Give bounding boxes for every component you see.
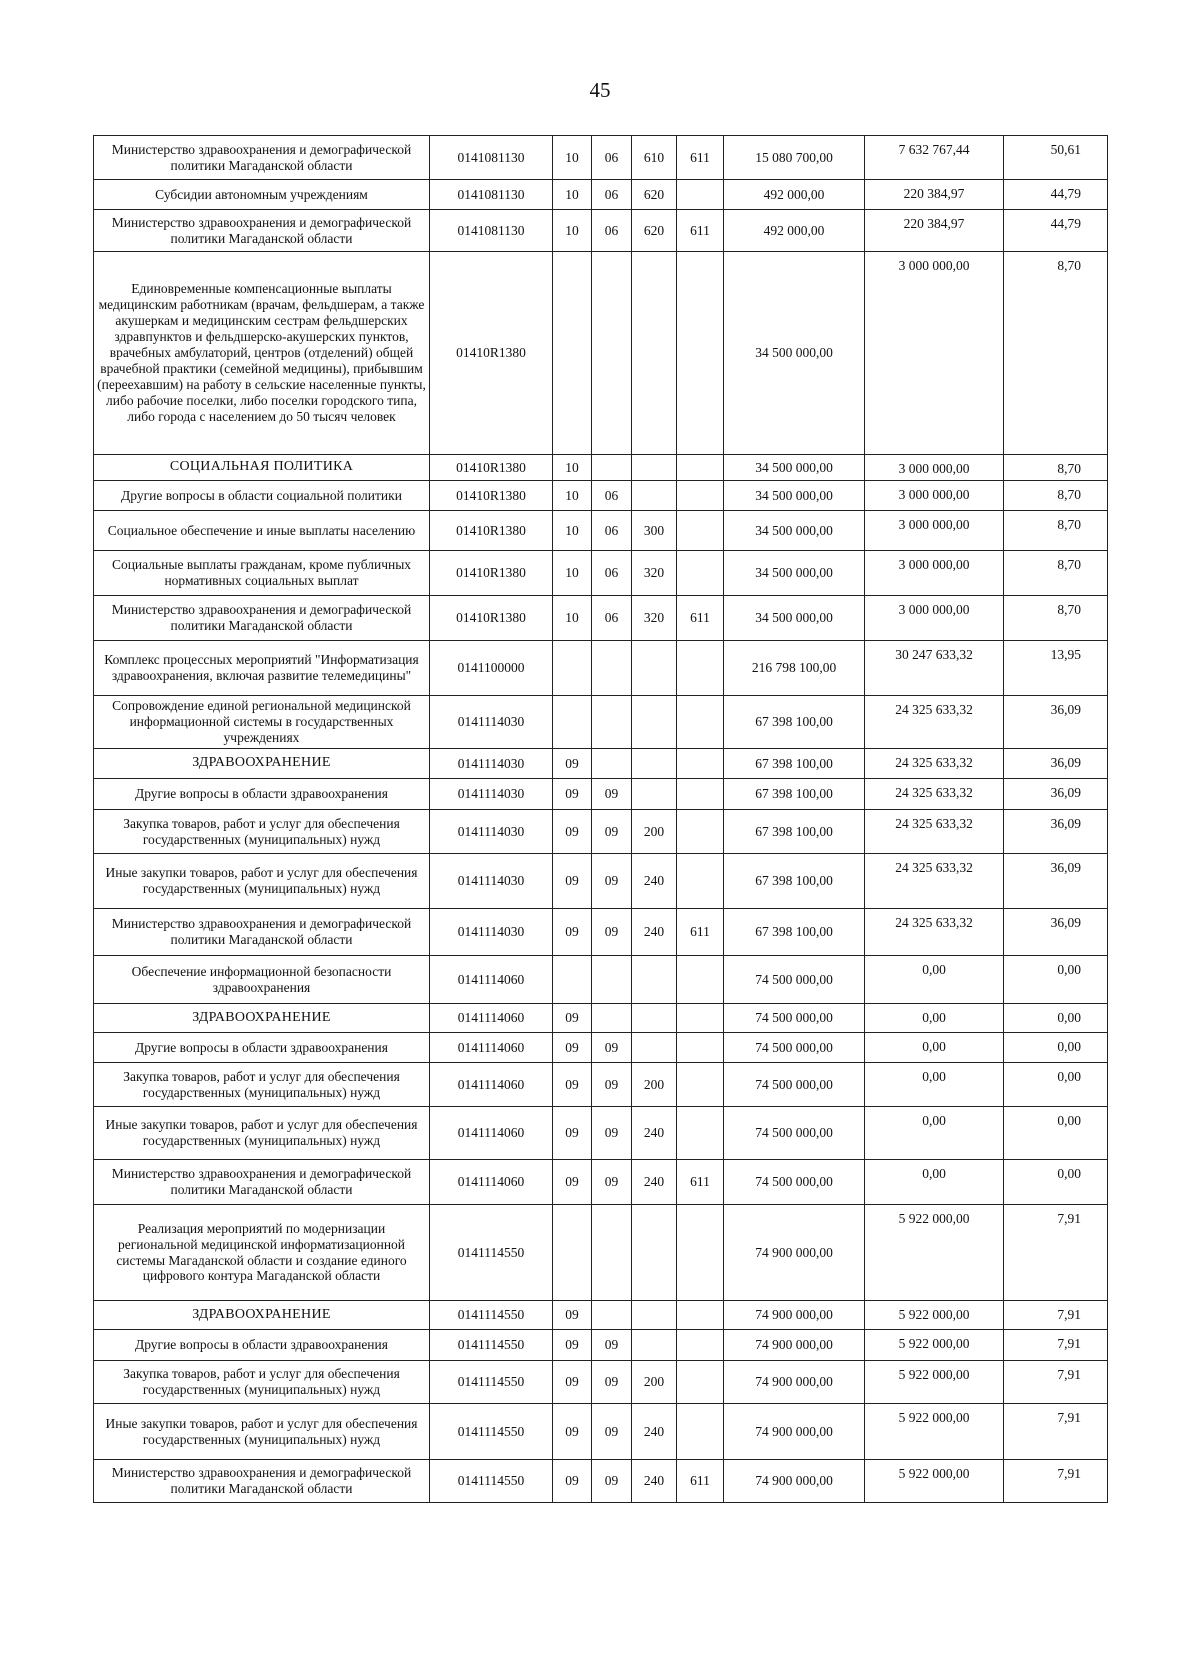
ministry-code-cell	[677, 1330, 724, 1361]
row-name-cell: СОЦИАЛЬНАЯ ПОЛИТИКА	[94, 455, 430, 481]
expense-type-cell: 240	[632, 1404, 677, 1460]
subsection-cell	[592, 749, 632, 779]
target-article-cell: 0141081130	[430, 136, 553, 180]
planned-amount-cell: 216 798 100,00	[724, 641, 865, 696]
executed-amount-cell: 0,00	[865, 1107, 1004, 1160]
subsection-cell	[592, 252, 632, 455]
execution-percent-cell: 36,09	[1004, 854, 1108, 909]
planned-amount-cell: 34 500 000,00	[724, 551, 865, 596]
table-row	[94, 909, 1108, 956]
row-name-cell: Другие вопросы в области здравоохранения	[94, 1330, 430, 1361]
section-cell: 09	[553, 909, 592, 956]
execution-percent-cell: 7,91	[1004, 1404, 1108, 1460]
subsection-cell: 09	[592, 1460, 632, 1503]
ministry-code-cell	[677, 1205, 724, 1301]
subsection-cell: 09	[592, 1063, 632, 1107]
row-name-cell: Закупка товаров, работ и услуг для обеспечения государственных (муниципальных) нужд	[94, 1063, 430, 1107]
planned-amount-cell: 492 000,00	[724, 180, 865, 210]
table-row	[94, 1205, 1108, 1301]
table-row	[94, 1460, 1108, 1503]
execution-percent-cell: 8,70	[1004, 481, 1108, 511]
expense-type-cell: 240	[632, 1460, 677, 1503]
planned-amount-cell: 34 500 000,00	[724, 596, 865, 641]
target-article-cell: 0141114550	[430, 1301, 553, 1330]
planned-amount-cell: 74 900 000,00	[724, 1330, 865, 1361]
target-article-cell: 0141114030	[430, 749, 553, 779]
section-cell: 10	[553, 210, 592, 252]
target-article-cell: 01410R1380	[430, 596, 553, 641]
table-row	[94, 252, 1108, 455]
expense-type-cell	[632, 1033, 677, 1063]
row-name-cell: ЗДРАВООХРАНЕНИЕ	[94, 1004, 430, 1033]
section-cell	[553, 696, 592, 749]
planned-amount-cell: 74 900 000,00	[724, 1205, 865, 1301]
table-row	[94, 551, 1108, 596]
section-cell: 09	[553, 1063, 592, 1107]
ministry-code-cell	[677, 1361, 724, 1404]
executed-amount-cell: 0,00	[865, 1160, 1004, 1205]
expense-type-cell: 620	[632, 180, 677, 210]
executed-amount-cell: 30 247 633,32	[865, 641, 1004, 696]
table-row	[94, 1361, 1108, 1404]
executed-amount-cell: 5 922 000,00	[865, 1330, 1004, 1361]
table-row	[94, 1160, 1108, 1205]
row-name-cell: Другие вопросы в области социальной политики	[94, 481, 430, 511]
ministry-code-cell	[677, 1107, 724, 1160]
ministry-code-cell: 611	[677, 136, 724, 180]
planned-amount-cell: 74 500 000,00	[724, 1004, 865, 1033]
row-name-cell: Министерство здравоохранения и демографической политики Магаданской области	[94, 1160, 430, 1205]
section-cell: 09	[553, 1404, 592, 1460]
planned-amount-cell: 67 398 100,00	[724, 779, 865, 810]
ministry-code-cell: 611	[677, 1160, 724, 1205]
target-article-cell: 0141114550	[430, 1361, 553, 1404]
section-cell	[553, 641, 592, 696]
planned-amount-cell: 74 500 000,00	[724, 956, 865, 1004]
ministry-code-cell	[677, 252, 724, 455]
expense-type-cell: 320	[632, 596, 677, 641]
subsection-cell: 09	[592, 909, 632, 956]
planned-amount-cell: 74 500 000,00	[724, 1107, 865, 1160]
subsection-cell: 09	[592, 1033, 632, 1063]
planned-amount-cell: 74 500 000,00	[724, 1033, 865, 1063]
section-cell: 10	[553, 136, 592, 180]
row-name-cell: Министерство здравоохранения и демографической политики Магаданской области	[94, 909, 430, 956]
execution-percent-cell: 0,00	[1004, 1160, 1108, 1205]
planned-amount-cell: 74 900 000,00	[724, 1404, 865, 1460]
execution-percent-cell: 8,70	[1004, 511, 1108, 551]
section-cell: 09	[553, 810, 592, 854]
section-cell: 09	[553, 1004, 592, 1033]
table-row	[94, 455, 1108, 481]
execution-percent-cell: 36,09	[1004, 779, 1108, 810]
ministry-code-cell	[677, 1063, 724, 1107]
expense-type-cell	[632, 1301, 677, 1330]
planned-amount-cell: 34 500 000,00	[724, 481, 865, 511]
target-article-cell: 0141114030	[430, 909, 553, 956]
executed-amount-cell: 0,00	[865, 1063, 1004, 1107]
execution-percent-cell: 0,00	[1004, 1033, 1108, 1063]
subsection-cell: 09	[592, 854, 632, 909]
row-name-cell: Министерство здравоохранения и демографической политики Магаданской области	[94, 596, 430, 641]
target-article-cell: 0141114030	[430, 779, 553, 810]
expense-type-cell: 620	[632, 210, 677, 252]
expense-type-cell	[632, 455, 677, 481]
executed-amount-cell: 0,00	[865, 956, 1004, 1004]
subsection-cell: 09	[592, 1160, 632, 1205]
table-row	[94, 854, 1108, 909]
execution-percent-cell: 7,91	[1004, 1361, 1108, 1404]
planned-amount-cell: 67 398 100,00	[724, 854, 865, 909]
row-name-cell: Единовременные компенсационные выплаты медицинским работникам (врачам, фельдшерам, а также акушеркам и медицинским сестрам фельдшерских здравпунктов и фельдшерско-акушерских пунктов, врачебных амбулаторий, центров (отделений) общей врачебной практики (семейной медицины), прибывшим (переехавшим) на работу в сельские населенные пункты, либо рабочие поселки, либо поселки городского типа, либо города с населением до 50 тысяч человек	[94, 252, 430, 455]
execution-percent-cell: 7,91	[1004, 1205, 1108, 1301]
table-row	[94, 696, 1108, 749]
executed-amount-cell: 3 000 000,00	[865, 252, 1004, 455]
ministry-code-cell	[677, 641, 724, 696]
planned-amount-cell: 74 500 000,00	[724, 1063, 865, 1107]
subsection-cell: 09	[592, 779, 632, 810]
row-name-cell: Иные закупки товаров, работ и услуг для обеспечения государственных (муниципальных) нужд	[94, 1404, 430, 1460]
section-cell: 10	[553, 481, 592, 511]
target-article-cell: 0141114550	[430, 1205, 553, 1301]
table-row	[94, 481, 1108, 511]
execution-percent-cell: 44,79	[1004, 210, 1108, 252]
section-cell: 09	[553, 1361, 592, 1404]
section-cell: 10	[553, 455, 592, 481]
executed-amount-cell: 3 000 000,00	[865, 481, 1004, 511]
table-row	[94, 1404, 1108, 1460]
row-name-cell: Иные закупки товаров, работ и услуг для обеспечения государственных (муниципальных) нужд	[94, 854, 430, 909]
expense-type-cell	[632, 252, 677, 455]
planned-amount-cell: 74 900 000,00	[724, 1301, 865, 1330]
expense-type-cell: 200	[632, 1063, 677, 1107]
row-name-cell: Субсидии автономным учреждениям	[94, 180, 430, 210]
ministry-code-cell	[677, 1404, 724, 1460]
section-cell: 10	[553, 596, 592, 641]
ministry-code-cell	[677, 749, 724, 779]
execution-percent-cell: 13,95	[1004, 641, 1108, 696]
row-name-cell: Другие вопросы в области здравоохранения	[94, 1033, 430, 1063]
planned-amount-cell: 67 398 100,00	[724, 909, 865, 956]
executed-amount-cell: 3 000 000,00	[865, 551, 1004, 596]
target-article-cell: 0141114060	[430, 1160, 553, 1205]
row-name-cell: Обеспечение информационной безопасности здравоохранения	[94, 956, 430, 1004]
execution-percent-cell: 36,09	[1004, 909, 1108, 956]
execution-percent-cell: 36,09	[1004, 749, 1108, 779]
executed-amount-cell: 0,00	[865, 1033, 1004, 1063]
subsection-cell: 09	[592, 1107, 632, 1160]
ministry-code-cell: 611	[677, 210, 724, 252]
target-article-cell: 01410R1380	[430, 481, 553, 511]
execution-percent-cell: 0,00	[1004, 1004, 1108, 1033]
execution-percent-cell: 36,09	[1004, 810, 1108, 854]
target-article-cell: 0141114550	[430, 1330, 553, 1361]
executed-amount-cell: 24 325 633,32	[865, 909, 1004, 956]
target-article-cell: 0141100000	[430, 641, 553, 696]
budget-table-body	[94, 136, 1108, 1503]
planned-amount-cell: 34 500 000,00	[724, 252, 865, 455]
subsection-cell: 06	[592, 180, 632, 210]
table-row	[94, 136, 1108, 180]
subsection-cell: 09	[592, 1361, 632, 1404]
executed-amount-cell: 5 922 000,00	[865, 1205, 1004, 1301]
subsection-cell: 09	[592, 810, 632, 854]
ministry-code-cell: 611	[677, 1460, 724, 1503]
budget-table	[93, 135, 1108, 1503]
executed-amount-cell: 5 922 000,00	[865, 1404, 1004, 1460]
expense-type-cell	[632, 1330, 677, 1361]
subsection-cell	[592, 455, 632, 481]
target-article-cell: 0141114060	[430, 1063, 553, 1107]
executed-amount-cell: 24 325 633,32	[865, 810, 1004, 854]
subsection-cell: 06	[592, 481, 632, 511]
execution-percent-cell: 8,70	[1004, 455, 1108, 481]
execution-percent-cell: 44,79	[1004, 180, 1108, 210]
planned-amount-cell: 74 900 000,00	[724, 1361, 865, 1404]
executed-amount-cell: 3 000 000,00	[865, 596, 1004, 641]
table-row	[94, 641, 1108, 696]
row-name-cell: Министерство здравоохранения и демографической политики Магаданской области	[94, 210, 430, 252]
execution-percent-cell: 0,00	[1004, 1063, 1108, 1107]
expense-type-cell	[632, 779, 677, 810]
planned-amount-cell: 74 500 000,00	[724, 1160, 865, 1205]
expense-type-cell: 240	[632, 854, 677, 909]
subsection-cell	[592, 956, 632, 1004]
section-cell: 09	[553, 1301, 592, 1330]
target-article-cell: 01410R1380	[430, 551, 553, 596]
target-article-cell: 0141114060	[430, 956, 553, 1004]
ministry-code-cell	[677, 810, 724, 854]
ministry-code-cell	[677, 455, 724, 481]
subsection-cell: 06	[592, 511, 632, 551]
executed-amount-cell: 0,00	[865, 1004, 1004, 1033]
subsection-cell: 06	[592, 551, 632, 596]
subsection-cell: 06	[592, 136, 632, 180]
row-name-cell: Министерство здравоохранения и демографической политики Магаданской области	[94, 1460, 430, 1503]
subsection-cell: 06	[592, 596, 632, 641]
expense-type-cell	[632, 749, 677, 779]
planned-amount-cell: 15 080 700,00	[724, 136, 865, 180]
row-name-cell: Иные закупки товаров, работ и услуг для обеспечения государственных (муниципальных) нужд	[94, 1107, 430, 1160]
planned-amount-cell: 74 900 000,00	[724, 1460, 865, 1503]
table-row	[94, 956, 1108, 1004]
expense-type-cell: 300	[632, 511, 677, 551]
subsection-cell	[592, 1301, 632, 1330]
executed-amount-cell: 220 384,97	[865, 210, 1004, 252]
expense-type-cell: 200	[632, 1361, 677, 1404]
row-name-cell: Закупка товаров, работ и услуг для обеспечения государственных (муниципальных) нужд	[94, 810, 430, 854]
ministry-code-cell	[677, 511, 724, 551]
expense-type-cell: 240	[632, 1160, 677, 1205]
ministry-code-cell	[677, 481, 724, 511]
target-article-cell: 0141114030	[430, 696, 553, 749]
page-number: 45	[589, 78, 611, 102]
ministry-code-cell	[677, 854, 724, 909]
execution-percent-cell: 7,91	[1004, 1460, 1108, 1503]
expense-type-cell: 610	[632, 136, 677, 180]
table-row	[94, 1330, 1108, 1361]
execution-percent-cell: 7,91	[1004, 1301, 1108, 1330]
execution-percent-cell: 0,00	[1004, 956, 1108, 1004]
ministry-code-cell	[677, 1033, 724, 1063]
expense-type-cell: 320	[632, 551, 677, 596]
executed-amount-cell: 24 325 633,32	[865, 749, 1004, 779]
ministry-code-cell	[677, 1004, 724, 1033]
subsection-cell	[592, 641, 632, 696]
ministry-code-cell	[677, 956, 724, 1004]
target-article-cell: 0141114030	[430, 810, 553, 854]
table-row	[94, 1033, 1108, 1063]
executed-amount-cell: 24 325 633,32	[865, 779, 1004, 810]
ministry-code-cell	[677, 180, 724, 210]
target-article-cell: 0141114550	[430, 1404, 553, 1460]
target-article-cell: 0141114060	[430, 1004, 553, 1033]
subsection-cell: 06	[592, 210, 632, 252]
section-cell: 09	[553, 1107, 592, 1160]
execution-percent-cell: 8,70	[1004, 252, 1108, 455]
section-cell: 09	[553, 1033, 592, 1063]
table-row	[94, 749, 1108, 779]
execution-percent-cell: 36,09	[1004, 696, 1108, 749]
table-row	[94, 1301, 1108, 1330]
section-cell: 10	[553, 551, 592, 596]
executed-amount-cell: 24 325 633,32	[865, 696, 1004, 749]
section-cell: 10	[553, 180, 592, 210]
expense-type-cell: 240	[632, 1107, 677, 1160]
target-article-cell: 01410R1380	[430, 252, 553, 455]
executed-amount-cell: 3 000 000,00	[865, 455, 1004, 481]
row-name-cell: Реализация мероприятий по модернизации региональной медицинской информатизационной системы Магаданской области и создание единого цифрового контура Магаданской области	[94, 1205, 430, 1301]
executed-amount-cell: 5 922 000,00	[865, 1301, 1004, 1330]
ministry-code-cell: 611	[677, 596, 724, 641]
table-row	[94, 779, 1108, 810]
table-row	[94, 1063, 1108, 1107]
section-cell: 09	[553, 854, 592, 909]
section-cell: 10	[553, 511, 592, 551]
execution-percent-cell: 0,00	[1004, 1107, 1108, 1160]
row-name-cell: Сопровождение единой региональной медицинской информационной системы в государственных учреждениях	[94, 696, 430, 749]
row-name-cell: Закупка товаров, работ и услуг для обеспечения государственных (муниципальных) нужд	[94, 1361, 430, 1404]
expense-type-cell	[632, 696, 677, 749]
executed-amount-cell: 5 922 000,00	[865, 1460, 1004, 1503]
executed-amount-cell: 7 632 767,44	[865, 136, 1004, 180]
subsection-cell: 09	[592, 1330, 632, 1361]
target-article-cell: 0141081130	[430, 180, 553, 210]
ministry-code-cell	[677, 1301, 724, 1330]
execution-percent-cell: 7,91	[1004, 1330, 1108, 1361]
expense-type-cell	[632, 1004, 677, 1033]
subsection-cell	[592, 1004, 632, 1033]
target-article-cell: 01410R1380	[430, 511, 553, 551]
expense-type-cell	[632, 481, 677, 511]
section-cell: 09	[553, 1160, 592, 1205]
table-row	[94, 596, 1108, 641]
planned-amount-cell: 34 500 000,00	[724, 511, 865, 551]
ministry-code-cell: 611	[677, 909, 724, 956]
expense-type-cell: 200	[632, 810, 677, 854]
section-cell: 09	[553, 1460, 592, 1503]
planned-amount-cell: 67 398 100,00	[724, 696, 865, 749]
section-cell	[553, 1205, 592, 1301]
planned-amount-cell: 492 000,00	[724, 210, 865, 252]
section-cell: 09	[553, 779, 592, 810]
executed-amount-cell: 24 325 633,32	[865, 854, 1004, 909]
row-name-cell: Социальное обеспечение и иные выплаты населению	[94, 511, 430, 551]
expense-type-cell	[632, 956, 677, 1004]
executed-amount-cell: 220 384,97	[865, 180, 1004, 210]
target-article-cell: 0141114550	[430, 1460, 553, 1503]
row-name-cell: Другие вопросы в области здравоохранения	[94, 779, 430, 810]
subsection-cell	[592, 1205, 632, 1301]
row-name-cell: ЗДРАВООХРАНЕНИЕ	[94, 749, 430, 779]
subsection-cell	[592, 696, 632, 749]
execution-percent-cell: 50,61	[1004, 136, 1108, 180]
row-name-cell: Комплекс процессных мероприятий "Информатизация здравоохранения, включая развитие телемедицины"	[94, 641, 430, 696]
ministry-code-cell	[677, 551, 724, 596]
section-cell	[553, 252, 592, 455]
expense-type-cell: 240	[632, 909, 677, 956]
table-row	[94, 1107, 1108, 1160]
ministry-code-cell	[677, 696, 724, 749]
planned-amount-cell: 34 500 000,00	[724, 455, 865, 481]
target-article-cell: 0141114060	[430, 1107, 553, 1160]
expense-type-cell	[632, 641, 677, 696]
target-article-cell: 0141081130	[430, 210, 553, 252]
table-row	[94, 210, 1108, 252]
planned-amount-cell: 67 398 100,00	[724, 810, 865, 854]
executed-amount-cell: 3 000 000,00	[865, 511, 1004, 551]
ministry-code-cell	[677, 779, 724, 810]
table-row	[94, 180, 1108, 210]
execution-percent-cell: 8,70	[1004, 551, 1108, 596]
section-cell	[553, 956, 592, 1004]
subsection-cell: 09	[592, 1404, 632, 1460]
execution-percent-cell: 8,70	[1004, 596, 1108, 641]
section-cell: 09	[553, 1330, 592, 1361]
row-name-cell: Социальные выплаты гражданам, кроме публичных нормативных социальных выплат	[94, 551, 430, 596]
table-row	[94, 810, 1108, 854]
expense-type-cell	[632, 1205, 677, 1301]
section-cell: 09	[553, 749, 592, 779]
executed-amount-cell: 5 922 000,00	[865, 1361, 1004, 1404]
row-name-cell: Министерство здравоохранения и демографической политики Магаданской области	[94, 136, 430, 180]
target-article-cell: 0141114060	[430, 1033, 553, 1063]
table-row	[94, 511, 1108, 551]
table-row	[94, 1004, 1108, 1033]
target-article-cell: 01410R1380	[430, 455, 553, 481]
row-name-cell: ЗДРАВООХРАНЕНИЕ	[94, 1301, 430, 1330]
target-article-cell: 0141114030	[430, 854, 553, 909]
planned-amount-cell: 67 398 100,00	[724, 749, 865, 779]
